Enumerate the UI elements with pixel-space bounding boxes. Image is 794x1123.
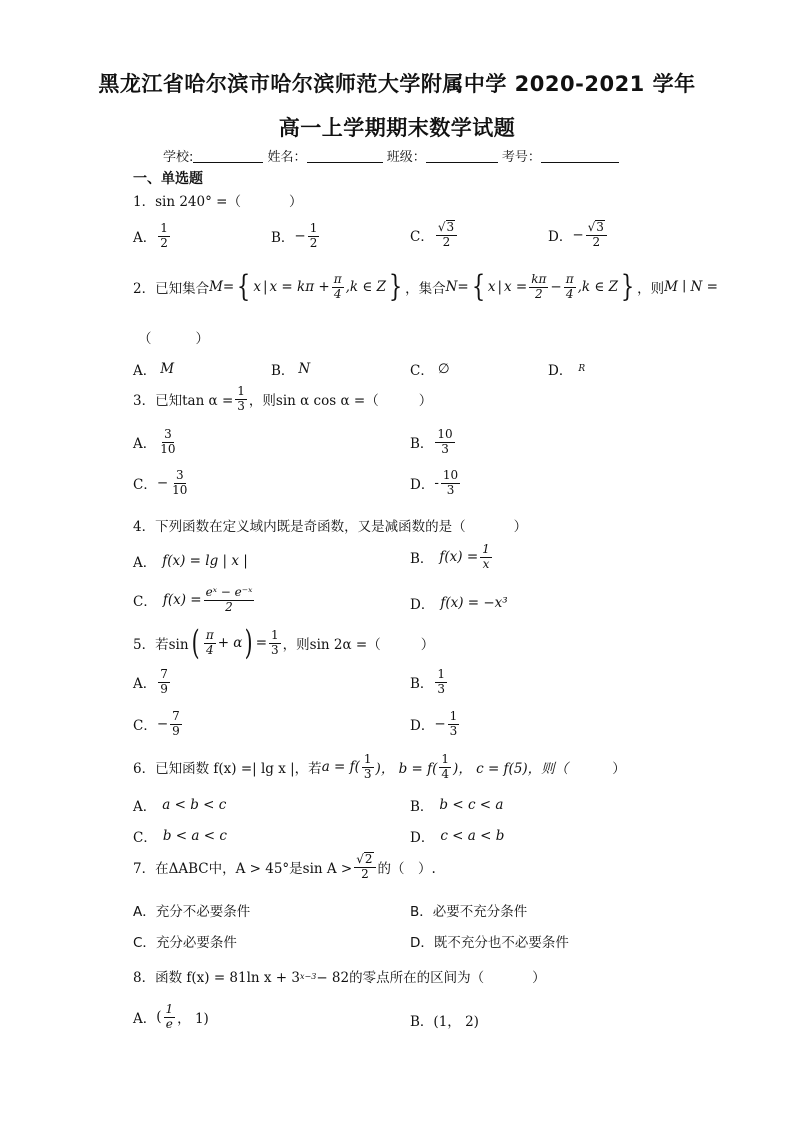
q5-a-fraction: $\frac{7}{9}$	[160, 667, 168, 696]
q2-set-n: N	[445, 279, 458, 295]
q8-a-rest: ， 1)	[177, 1011, 209, 1028]
q6-number: 6．	[133, 761, 156, 778]
q2-set-m: M	[209, 279, 223, 295]
q6-option-d[interactable]	[410, 826, 504, 846]
question-2: 2． 已知集合 M = { x | x = kπ + $\frac{\pi}{4}$ ,k ∈ Z } ，集合 N = { x | x = $\frac{k\pi}{2}$ − $\frac{\pi}{4}$ ,k ∈ Z } ，则 M ∣ N =	[133, 269, 718, 304]
exam-no-field[interactable]	[541, 150, 619, 163]
q2-mn: M ∣ N =	[664, 279, 718, 295]
q2-b-value: N	[298, 361, 311, 377]
q3-option-d[interactable]	[410, 469, 462, 498]
exam-no-label: 考号：	[501, 150, 541, 165]
q5-b-label: B．	[410, 676, 434, 693]
q7-c-label: C．	[133, 935, 156, 951]
q2-n-cond: ,k ∈ Z	[577, 279, 619, 295]
q6-b-def: )， b = f(	[375, 761, 438, 778]
q6-a-label: A．	[133, 799, 157, 815]
q7-post: 的（ ）.	[377, 860, 436, 877]
q6-pre: 已知函数 f(x) =| lg x |，若	[155, 761, 322, 778]
title-line-2: 高一上学期期末数学试题	[278, 116, 516, 140]
q2-option-b[interactable]	[271, 359, 310, 379]
q6-d-value: c < a < b	[440, 828, 505, 844]
name-field[interactable]	[307, 150, 383, 163]
question-6	[133, 753, 626, 782]
q8-post: − 82的零点所在的区间为（	[316, 970, 485, 986]
q2-c-value: ∅	[437, 361, 450, 377]
q2-a-label: A．	[133, 363, 157, 379]
q4-option-c[interactable]	[133, 586, 256, 615]
q5-pre: 若sin	[155, 637, 189, 653]
question-1	[133, 190, 302, 210]
q3-option-b[interactable]	[410, 428, 457, 457]
q2-pre: 已知集合	[155, 281, 210, 297]
question-8	[133, 966, 546, 986]
q8-close: ）	[532, 970, 546, 986]
q2-n-frac1: $\frac{k\pi}{2}$	[531, 271, 547, 301]
q2-m-frac: $\frac{\pi}{4}$	[333, 271, 342, 301]
q6-option-a[interactable]	[133, 795, 226, 815]
q3-a-fraction: $\frac{3}{10}$	[160, 427, 176, 456]
q3-c-sign: −	[156, 475, 169, 492]
q1-number: 1．	[133, 194, 156, 210]
q2-eq2: =	[457, 279, 469, 295]
q7-c-value: 充分必要条件	[155, 935, 237, 951]
q5-pi-frac: $\frac{\pi}{4}$	[205, 627, 214, 657]
q1-d-fraction: √ 3 2	[586, 220, 607, 250]
q6-frac-1: $\frac{1}{3}$	[363, 752, 372, 781]
q1-d-sign: −	[572, 226, 584, 243]
q8-b-label: B．	[410, 1014, 434, 1030]
question-3	[133, 385, 432, 414]
q4-c-fraction: $\frac{\text{eˣ − e⁻ˣ}}{2}$	[205, 585, 253, 614]
q5-c-fraction: $\frac{7}{9}$	[172, 709, 180, 738]
q7-d-value: 既不充分也不必要条件	[433, 935, 569, 951]
q3-c-label: C．	[133, 477, 157, 494]
q3-b-fraction: $\frac{10}{3}$	[437, 427, 453, 456]
q2-mid: ，集合	[405, 281, 446, 297]
q5-c-sign: −	[156, 716, 169, 733]
q3-option-c[interactable]	[133, 469, 191, 498]
q2-n-var: x	[487, 279, 496, 295]
q8-a-open: (	[156, 1009, 162, 1026]
q8-a-fraction: $\frac{1}{e}$	[165, 1002, 174, 1031]
q3-b-label: B．	[410, 436, 434, 453]
q8-number: 8．	[133, 970, 156, 986]
q2-number: 2．	[133, 281, 156, 297]
q2-a-value: M	[160, 361, 175, 377]
q4-b-label: B．	[410, 551, 434, 568]
q7-pre: 在ΔABC中，A > 45°是sin A >	[155, 860, 353, 877]
section-heading: 一、单选题	[133, 171, 203, 187]
q8-option-a[interactable]	[133, 1003, 209, 1032]
q7-option-a[interactable]	[133, 900, 250, 920]
q5-mid: ，则sin 2α =（	[282, 637, 381, 653]
q4-close: ）	[513, 519, 528, 535]
q4-option-b[interactable]	[410, 543, 494, 572]
q1-option-c[interactable]	[410, 220, 459, 250]
q3-d-label: D．	[410, 477, 435, 494]
q7-option-d[interactable]	[410, 931, 569, 951]
q5-eq: =	[255, 635, 268, 651]
q5-d-label: D．	[410, 718, 435, 735]
q2-m-var: x	[253, 279, 261, 295]
q3-c-fraction: $\frac{3}{10}$	[172, 468, 188, 497]
q1-a-fraction: $\frac{1}{2}$	[160, 221, 168, 250]
q7-number: 7．	[133, 860, 156, 877]
q1-stem: sin 240° =（	[155, 194, 241, 210]
q2-n-minus: −	[550, 279, 562, 295]
title-line-1: 黑龙江省哈尔滨市哈尔滨师范大学附属中学 2020-2021 学年	[98, 72, 696, 96]
q3-a-label: A．	[133, 436, 157, 453]
q7-d-label: D．	[410, 935, 434, 951]
q2-n-frac2: $\frac{\pi}{4}$	[565, 271, 574, 301]
q2-option-a[interactable]	[133, 359, 174, 379]
q6-c-def: )， c = f(5)，则（	[453, 761, 569, 778]
q7-b-label: B．	[410, 904, 433, 920]
q6-a-def: a = f(	[321, 759, 360, 776]
class-field[interactable]	[426, 150, 498, 163]
q2-b-label: B．	[271, 363, 295, 379]
q2-paren-open: （	[138, 331, 152, 347]
q6-b-value: b < c < a	[439, 797, 504, 813]
q3-option-a[interactable]	[133, 428, 180, 457]
q6-close: ）	[612, 761, 626, 778]
q5-number: 5．	[133, 637, 156, 653]
q7-a-value: 充分不必要条件	[155, 904, 251, 920]
q1-c-label: C．	[410, 228, 434, 245]
q1-option-d[interactable]	[548, 220, 609, 250]
q2-option-d[interactable]	[548, 359, 585, 379]
q8-a-label: A．	[133, 1011, 157, 1028]
q8-b-value: (1， 2)	[433, 1014, 479, 1030]
q1-b-fraction: $\frac{1}{2}$	[309, 221, 318, 250]
school-field[interactable]	[193, 150, 263, 163]
q6-b-label: B．	[410, 799, 434, 815]
q4-d-label: D．	[410, 597, 435, 613]
school-label: 学校:	[163, 150, 194, 165]
q1-b-sign: −	[294, 228, 306, 245]
q5-option-c[interactable]	[133, 710, 184, 739]
q1-option-a[interactable]	[133, 222, 172, 251]
q7-b-value: 必要不充分条件	[432, 904, 528, 920]
q5-b-fraction: $\frac{1}{3}$	[437, 667, 446, 696]
question-5: 5． 若sin ( $\frac{\pi}{4}$ + α ) = $\frac{1}{3}$ ，则sin 2α =（ ）	[133, 623, 435, 663]
q4-c-pre: f(x) =	[162, 592, 202, 609]
q3-pre: 已知tan α =	[155, 393, 234, 410]
q4-b-pre: f(x) =	[439, 549, 479, 566]
q5-close: ）	[420, 637, 435, 653]
q6-d-label: D．	[410, 830, 435, 846]
q3-fraction: $\frac{1}{3}$	[237, 384, 245, 413]
q2-m-cond: ,k ∈ Z	[345, 279, 387, 295]
q5-d-fraction: $\frac{1}{3}$	[449, 709, 458, 738]
q4-a-value: f(x) = lg | x |	[162, 553, 248, 569]
q2-then: ，则	[637, 281, 665, 297]
q3-d-sign: -	[434, 475, 439, 492]
q1-option-b[interactable]	[271, 222, 321, 251]
q7-fraction: √ 2 2	[354, 852, 375, 882]
q4-stem: 下列函数在定义域内既是奇函数，又是减函数的是（	[155, 519, 466, 535]
q7-a-label: A．	[133, 904, 156, 920]
q8-option-b[interactable]	[410, 1010, 479, 1030]
q5-option-b[interactable]	[410, 668, 449, 697]
q6-frac-2: $\frac{1}{4}$	[441, 752, 450, 781]
q2-option-c[interactable]	[410, 359, 450, 379]
q1-close: ）	[288, 194, 303, 210]
q5-a-label: A．	[133, 676, 157, 693]
q6-option-b[interactable]	[410, 795, 503, 815]
q8-exponent: x−3	[300, 971, 317, 981]
q4-option-a[interactable]	[133, 551, 248, 571]
q6-c-value: b < a < c	[162, 828, 227, 844]
q2-d-label: D．	[548, 363, 573, 379]
q5-plus: + α	[217, 635, 243, 651]
q4-b-fraction: $\frac{1}{x}$	[482, 542, 490, 571]
q5-d-sign: −	[434, 716, 446, 733]
question-4	[133, 515, 527, 535]
q2-paren-line	[138, 327, 209, 347]
q7-option-b[interactable]	[410, 900, 527, 920]
name-label: 姓名：	[267, 150, 307, 165]
q5-fraction: $\frac{1}{3}$	[271, 627, 279, 657]
q3-number: 3．	[133, 393, 156, 410]
q1-a-label: A．	[133, 230, 157, 247]
q5-option-d[interactable]	[410, 710, 461, 739]
q3-d-fraction: $\frac{10}{3}$	[442, 468, 459, 497]
q4-number: 4．	[133, 519, 156, 535]
question-7	[133, 852, 436, 882]
q1-c-fraction: √ 3 2	[436, 220, 457, 250]
q3-close: ）	[418, 393, 433, 410]
q2-m-expr: x = kπ +	[269, 279, 330, 295]
q5-c-label: C．	[133, 718, 157, 735]
q5-option-a[interactable]	[133, 668, 172, 697]
q2-eq1: =	[222, 279, 235, 295]
q4-a-label: A．	[133, 555, 157, 571]
q2-c-label: C．	[410, 363, 434, 379]
q4-option-d[interactable]	[410, 593, 508, 613]
q4-c-label: C．	[133, 594, 157, 611]
q2-d-value: R	[578, 364, 586, 374]
q1-d-label: D．	[548, 228, 573, 245]
q3-mid: ，则sin α cos α =（	[248, 393, 379, 410]
q7-option-c[interactable]	[133, 931, 237, 951]
student-info-row	[163, 146, 619, 165]
class-label: 班级：	[386, 150, 426, 165]
q1-b-label: B．	[271, 230, 295, 247]
q6-option-c[interactable]	[133, 826, 227, 846]
q8-pre: 函数 f(x) = 81ln x + 3	[155, 970, 301, 986]
q2-paren-close: ）	[195, 331, 209, 347]
q6-c-label: C．	[133, 830, 157, 846]
q4-d-value: f(x) = −x³	[440, 595, 508, 611]
q6-a-value: a < b < c	[162, 797, 227, 813]
